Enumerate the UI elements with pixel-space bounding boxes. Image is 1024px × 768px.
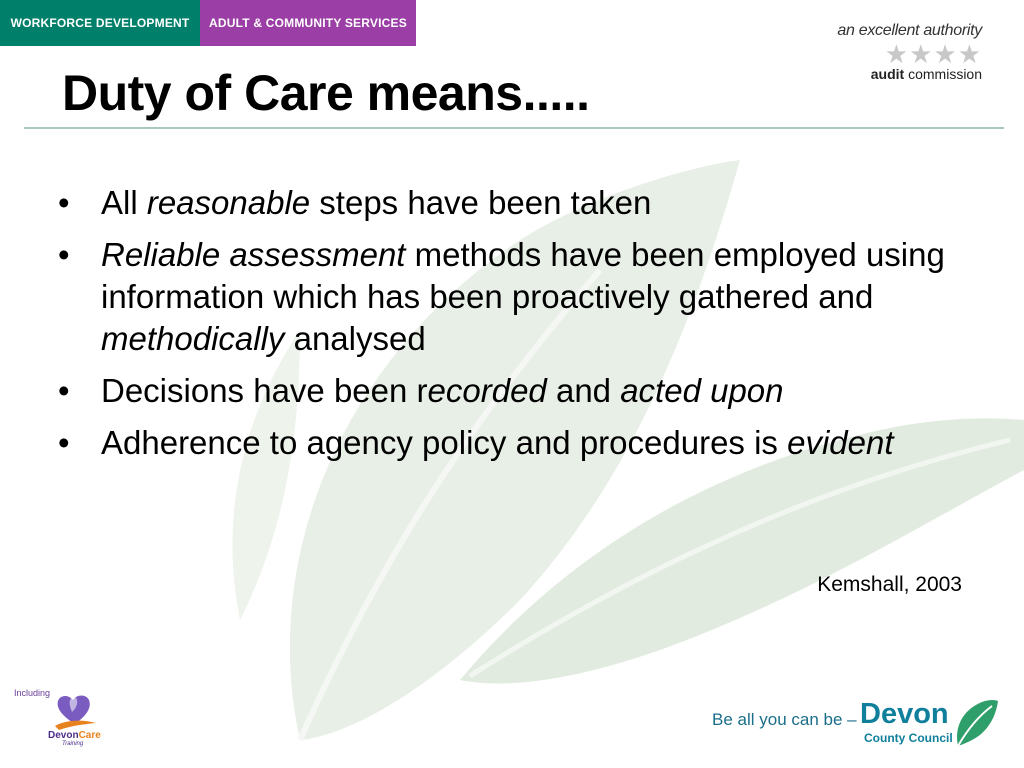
bullet-text: Adherence to agency policy and procedures is [101,424,788,461]
bullet-dot-icon: • [58,184,70,221]
rating-stars-icon: ★★★★ [884,39,982,69]
bullet-dot-icon: • [58,236,70,273]
slogan: Be all you can be – [712,710,857,729]
bullet-text: All [101,184,147,221]
bullet-text: analysed [284,320,426,357]
bullet-text: Decisions have been r [101,372,428,409]
devon-wordmark: Devon [860,698,949,730]
bullet-item [56,422,986,464]
bullet-text: Reliable assessment [101,236,406,273]
audit-commission-badge [812,22,982,82]
slide-title: Duty of Care means..... [62,65,590,121]
bullet-text: steps have been taken [310,184,652,221]
leaf-icon [952,698,1000,748]
title-divider [24,127,1004,129]
heart-hands-icon [50,690,100,732]
bullet-item [56,234,986,360]
bullet-dot-icon: • [58,424,70,461]
bullet-dot-icon: • [58,372,70,409]
devoncare-sub: Training [62,741,84,747]
audit-commission-label: audit commission [870,66,982,82]
county-council-label: County Council [864,731,953,745]
bullet-text: reasonable [146,184,311,221]
bullet-text: methodically [101,320,285,357]
devoncare-brand: DevonCare [48,730,101,741]
bullet-text: evident [787,424,894,461]
bullet-item [56,370,986,412]
authority-tagline: an excellent authority [837,22,982,39]
bullet-list [56,182,986,474]
devoncare-training-logo [10,686,110,756]
devon-county-council-logo [702,698,1002,754]
bullet-text: and [546,372,621,409]
citation: Kemshall, 2003 [817,573,962,596]
including-label: Including [14,688,51,698]
workforce-development-tab: WORKFORCE DEVELOPMENT [0,0,200,46]
adult-community-services-tab: ADULT & COMMUNITY SERVICES [200,0,416,46]
bullet-text: ecorded [427,372,547,409]
bullet-text: methods have been employed using information which has been proactively gathered and [101,236,945,315]
bullet-text: acted upon [620,372,784,409]
bullet-item [56,182,986,224]
